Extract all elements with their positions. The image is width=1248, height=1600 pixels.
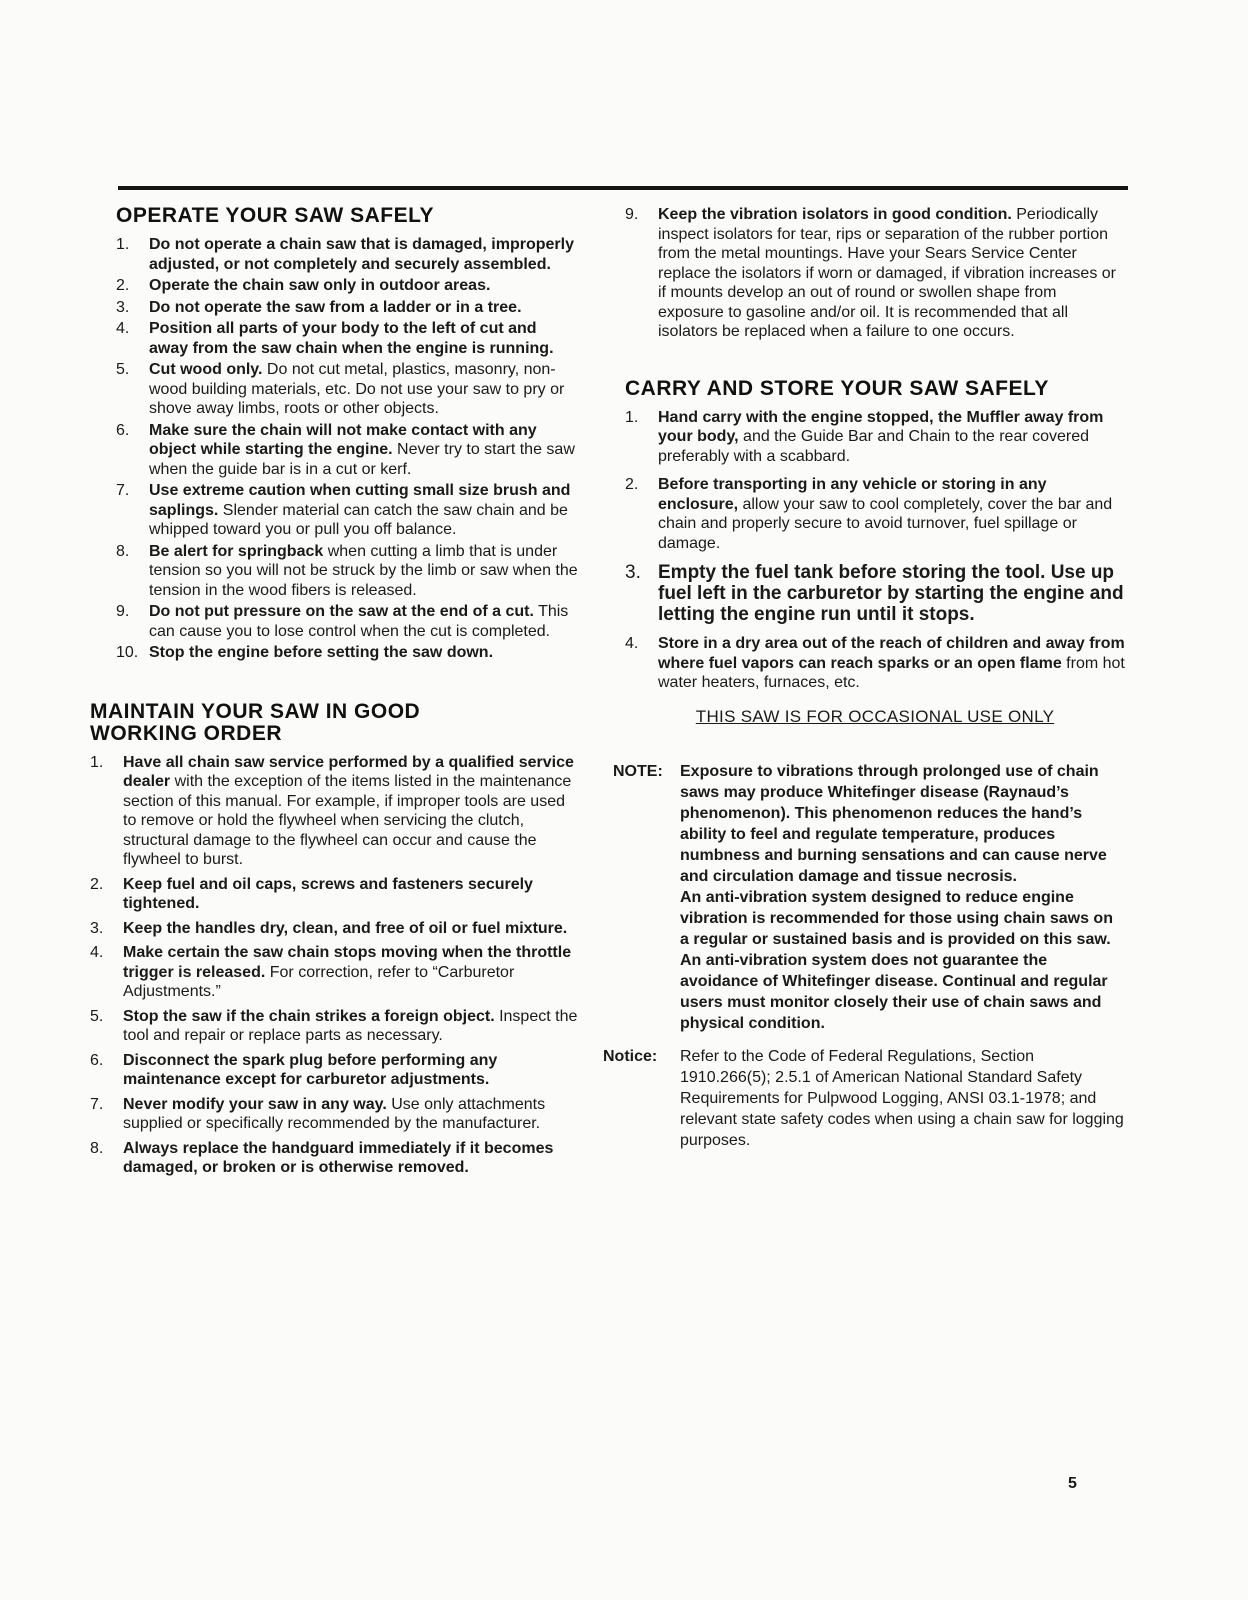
operate-safely-section [116, 205, 580, 663]
list-item: 7. Never modify your saw in any way. Use only attachments supplied or specifically recommended by the manufacturer. [90, 1095, 546, 1132]
list-item: 2. Before transporting in any vehicle or storing in any enclosure, allow your saw to cool completely, cover the bar and chain and properly secure to avoid turnover, fuel spillage or damage. [625, 476, 1113, 552]
list-item: 5. Cut wood only. Do not cut metal, plastics, masonry, non-wood building materials, etc. Do not use your saw to pry or shove away limbs, roots or other objects. [116, 361, 565, 417]
list-item: 3. Do not operate the saw from a ladder or in a tree. [116, 298, 522, 316]
list-item: 7. Use extreme caution when cutting small size brush and saplings. Slender material can catch the saw chain and be whipped toward you or pull you off balance. [116, 482, 571, 538]
carry-store-section [625, 378, 1125, 693]
carry-list [625, 408, 1125, 693]
list-item: 8. Be alert for springback when cutting a limb that is under tension so you will not be struck by the limb or saw when the tension in the wood fibers is released. [116, 542, 578, 599]
list-item: 10. Stop the engine before setting the saw down. [116, 644, 494, 661]
list-item: 2. Operate the chain saw only in outdoor areas. [116, 277, 491, 294]
section-title-line-1: MAINTAIN YOUR SAW IN GOOD [90, 699, 421, 723]
note-label: NOTE: [613, 762, 663, 780]
section-title: CARRY AND STORE YOUR SAW SAFELY [625, 376, 1049, 400]
maintain-saw-section [90, 701, 580, 1178]
top-rule [118, 186, 1128, 190]
list-item: 1. Hand carry with the engine stopped, the Muffler away from your body, and the Guide Bar and Chain to the rear covered preferably with a scabbard. [625, 408, 1104, 465]
notice-label: Notice: [603, 1047, 658, 1065]
vibration-note [613, 761, 1125, 1034]
list-item: 4. Store in a dry area out of the reach of children and away from where fuel vapors can reach sparks or an open flame from hot water heaters, furnaces, etc. [625, 635, 1125, 691]
list-item: 5. Stop the saw if the chain strikes a foreign object. Inspect the tool and repair or replace parts as necessary. [90, 1007, 578, 1044]
list-item: 4. Position all parts of your body to the left of cut and away from the saw chain when the engine is running. [116, 320, 554, 357]
list-item: 3. Keep the handles dry, clean, and free of oil or fuel mixture. [90, 919, 568, 937]
list-item: 2. Keep fuel and oil caps, screws and fasteners securely tightened. [90, 875, 533, 912]
right-column [603, 205, 1125, 1151]
maintain-list [90, 753, 580, 1178]
note-paragraph: An anti-vibration system designed to reduce engine vibration is recommended for those using chain saws on a regular or sustained basis and is provided on this saw. An anti-vibration system does not guarantee the avoidance of Whitefinger disease. Continual and regular users must monitor closely their use of chain saws and physical condition. [680, 888, 1113, 1032]
list-item: 1. Do not operate a chain saw that is damaged, improperly adjusted, or not completely and securely assembled. [116, 236, 574, 273]
list-item: 1. Have all chain saw service performed by a qualified service dealer with the exception of the items listed in the maintenance section of this manual. For example, if improper tools are used to remove or hold the flywheel when servicing the clutch, structural damage to the flywheel can occur and cause the flywheel to burst. [90, 753, 574, 868]
section-title: OPERATE YOUR SAW SAFELY [116, 204, 434, 227]
list-item: 6. Disconnect the spark plug before performing any maintenance except for carburetor adjustments. [90, 1051, 498, 1088]
list-item: 9. Do not put pressure on the saw at the end of a cut. This can cause you to lose control when the cut is completed. [116, 603, 569, 640]
section-title-line-2: WORKING ORDER [90, 721, 282, 745]
operate-list [116, 235, 580, 663]
notice-text: Refer to the Code of Federal Regulations, Section 1910.266(5); 2.5.1 of American National Standard Safety Requirements for Pulpwood Logging, ANSI 03.1-1978; and relevant state safety codes when using a chain saw for logging purposes. [680, 1047, 1124, 1149]
list-item: 4. Make certain the saw chain stops moving when the throttle trigger is released. For correction, refer to “Carburetor Adjustments.” [90, 944, 572, 1000]
operate-list-continued [625, 205, 1125, 342]
regulations-notice [603, 1046, 1125, 1151]
left-column [90, 205, 580, 1183]
list-item: 8. Always replace the handguard immediately if it becomes damaged, or broken or is otherwise removed. [90, 1139, 554, 1176]
page-number: 5 [1068, 1475, 1077, 1492]
list-item: 9. Keep the vibration isolators in good condition. Periodically inspect isolators for tear, rips or separation of the rubber portion from the metal mountings. Have your Sears Service Center replace the isolators if worn or damaged, if vibration increases or if mounts develop an out of round or swollen shape from exposure to gasoline and/or oil. It is recommended that all isolators be replaced when a failure to one occurs. [625, 206, 1116, 340]
section-title [90, 701, 580, 745]
list-item: 6. Make sure the chain will not make contact with any object while starting the engine. Never try to start the saw when the guide bar is in a cut or kerf. [116, 421, 575, 478]
list-item: 3. Empty the fuel tank before storing the tool. Use up fuel left in the carburetor by starting the engine and letting the engine run until it stops. [625, 562, 1124, 625]
note-paragraph: Exposure to vibrations through prolonged use of chain saws may produce Whitefinger disease (Raynaud’s phenomenon). This phenomenon reduces the hand’s ability to feel and regulate temperature, produces numbness and burning sensations and can cause nerve and circulation damage and tissue necrosis. [680, 762, 1107, 885]
occasional-use-notice: THIS SAW IS FOR OCCASIONAL USE ONLY [695, 706, 1055, 726]
